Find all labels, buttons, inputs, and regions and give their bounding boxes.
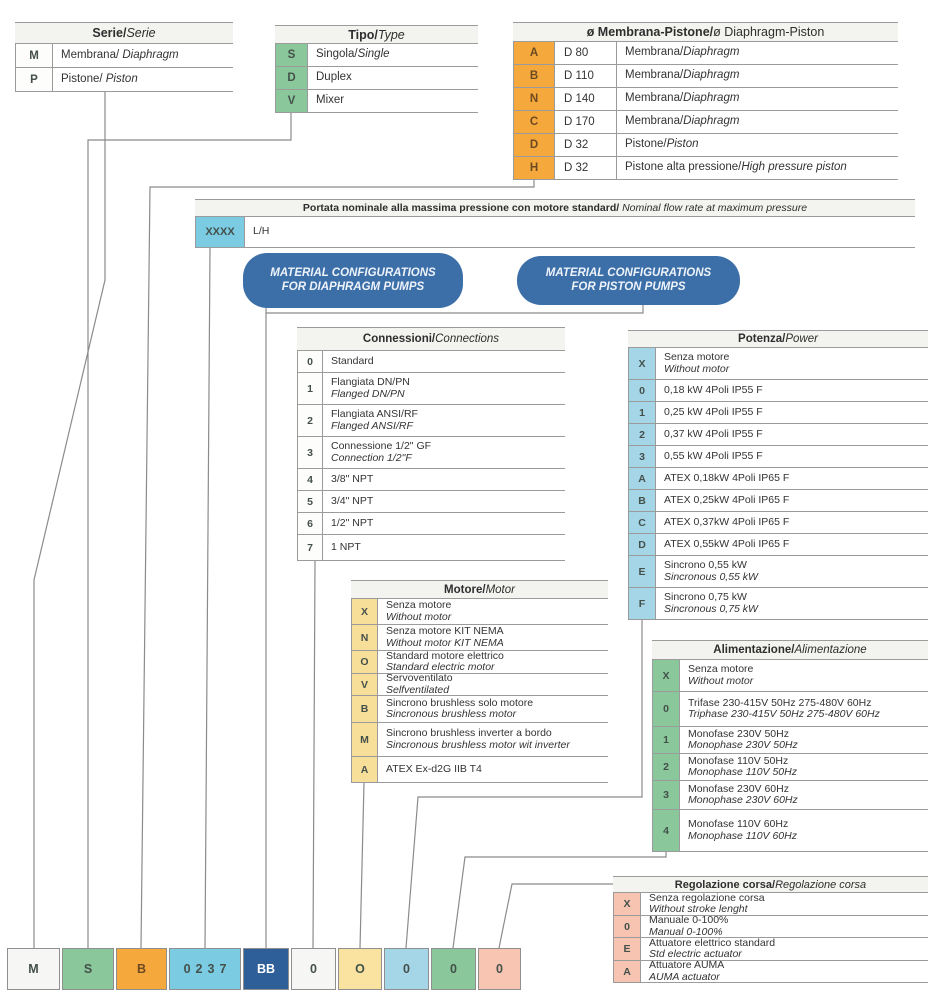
row-desc [617,88,898,110]
flow-code-cell: XXXX [195,217,245,247]
row-desc [53,68,233,91]
code-box-tipo: S [62,948,114,990]
desc-primary: Senza motore [386,599,452,611]
code-cell: C [628,512,656,533]
flow-rate-header [195,199,915,217]
code-cell: D [275,67,308,89]
table-row [628,402,928,424]
table-row [351,599,608,625]
desc-primary: Senza motore [664,351,730,363]
desc-primary: Standard motore elettrico [386,649,504,662]
code-cell: N [351,625,378,650]
flow-rate-table [195,199,915,248]
desc-primary: Monofase 110V 50Hz [688,754,789,767]
motor-table [351,580,608,783]
desc-primary: Senza motore KIT NEMA [386,625,504,637]
code-box-connections: 0 [291,948,336,990]
desc-primary: ATEX 0,18kW 4Poli IP65 F [664,471,790,484]
power-supply-header [652,640,928,660]
table-row [613,893,928,916]
code-cell: F [628,588,656,619]
desc-secondary: Monophase 110V 50Hz [688,766,797,778]
row-desc [656,424,928,445]
desc-secondary: Flanged ANSI/RF [331,419,413,432]
code-cell: A [351,757,378,782]
code-cell: 3 [628,446,656,467]
row-desc [308,44,478,66]
row-desc [656,468,928,489]
code-cell: D [513,134,555,156]
row-desc [656,534,928,555]
table-row [275,67,478,90]
desc-primary: Flangiata DN/PN [331,376,410,388]
code-cell: E [613,938,641,960]
desc-primary: Flangiata ANSI/RF [331,408,418,420]
row-desc [641,893,928,915]
desc-primary: Mixer [316,94,345,107]
row-desc [323,437,565,468]
table-row [628,490,928,512]
size-cell: D 170 [555,111,617,133]
table-row [628,468,928,490]
header-title-italic: Alimentazione [794,644,867,656]
desc-secondary: Piston [666,138,699,151]
desc-primary: Sincrono 0,55 kW [664,559,747,571]
diaphragm-piston-table [513,22,898,180]
tipo-table [275,25,478,113]
row-desc [617,157,898,179]
row-desc [323,405,565,436]
code-cell: B [351,696,378,722]
row-desc [308,67,478,89]
desc-primary: ATEX Ex-d2G IIB T4 [386,762,482,775]
code-cell: B [628,490,656,511]
code-cell: X [613,893,641,915]
header-title: Regolazione corsa/ [674,878,776,891]
header-title: Serie/ [92,26,127,40]
header-title-italic: Type [377,27,405,42]
desc-primary: Sincrono brushless solo motore [386,696,534,709]
row-desc [53,44,233,67]
code-cell: N [513,88,555,110]
row-desc [378,599,608,624]
stroke-adjustment-table [613,876,928,983]
table-row [297,373,565,405]
row-desc [656,490,928,511]
desc-primary: Membrana/ [625,115,684,128]
code-box-power: 0 [384,948,429,990]
code-cell: O [351,651,378,673]
desc-primary: Duplex [316,71,352,84]
desc-secondary: Without motor [386,610,452,623]
desc-secondary: Sincronous brushless motor [386,708,517,720]
table-row [351,674,608,696]
code-cell: E [628,556,656,587]
desc-primary: 1/2" NPT [331,516,374,529]
power-table [628,330,928,620]
desc-primary: 0,25 kW 4Poli IP55 F [664,405,763,418]
row-desc [617,65,898,87]
desc-secondary: Standard electric motor [386,661,495,673]
power-supply-table [652,640,928,852]
code-cell: X [652,660,680,691]
desc-primary: Monofase 230V 50Hz [688,727,789,740]
table-row [652,692,928,727]
row-desc [323,469,565,490]
motor-header [351,580,608,599]
desc-primary: Senza regolazione corsa [649,891,765,904]
table-row [652,727,928,754]
serie-table-header [15,22,233,44]
code-cell: M [351,723,378,756]
desc-primary: ATEX 0,25kW 4Poli IP65 F [664,493,790,506]
code-cell: 7 [297,535,323,560]
model-code-strip [7,948,521,990]
row-desc [323,373,565,404]
code-box-materials: BB [243,948,289,990]
table-row [613,961,928,983]
desc-secondary: High pressure piston [741,161,847,174]
desc-secondary: Sincronous brushless motor wit inverter [386,738,570,751]
desc-primary: 0,55 kW 4Poli IP55 F [664,449,763,462]
code-box-motor: O [338,948,382,990]
table-row [628,588,928,620]
code-cell: B [513,65,555,87]
desc-secondary: Connection 1/2"F [331,451,412,464]
table-row [351,625,608,651]
desc-secondary: Without stroke lenght [649,903,748,915]
desc-primary: Pistone/ [61,72,106,85]
desc-primary: Membrana/ [625,69,684,82]
table-row [351,696,608,723]
row-desc [680,810,928,851]
row-desc [323,535,565,560]
table-row [297,491,565,513]
code-cell: X [628,348,656,379]
size-cell: D 32 [555,134,617,156]
row-desc [656,348,928,379]
row-desc [378,723,608,756]
code-box-serie: M [7,948,60,990]
connections-header [297,327,565,351]
table-row [297,437,565,469]
row-desc [617,134,898,156]
code-cell: 1 [652,727,680,753]
tipo-table-header [275,25,478,44]
row-desc [323,491,565,512]
table-row [15,68,233,92]
header-title-italic: Power [785,333,818,345]
desc-secondary: Single [357,48,390,61]
code-cell: 1 [297,373,323,404]
code-cell: 5 [297,491,323,512]
code-cell: 0 [297,351,323,372]
desc-primary: 1 NPT [331,540,361,553]
desc-secondary: Monophase 110V 60Hz [688,829,797,842]
row-desc [656,588,928,619]
row-desc [680,754,928,780]
table-row [297,535,565,561]
header-title-italic: Connections [435,333,500,345]
header-title-secondary: ø Diaphragm-Piston [713,25,825,39]
code-cell: X [351,599,378,624]
power-header [628,330,928,348]
desc-primary: Servoventilato [386,672,453,684]
row-desc [680,660,928,691]
desc-secondary: Monophase 230V 50Hz [688,739,798,751]
material-config-diaphragm-box: MATERIAL CONFIGURATIONS FOR DIAPHRAGM PUMPS [243,253,463,308]
header-title-italic: Motor [485,583,515,596]
header-title: Portata nominale alla massima pressione con motore standard/ [302,202,623,214]
desc-primary: Singola/ [316,48,358,61]
row-desc [641,961,928,982]
table-row [297,469,565,491]
table-row [628,556,928,588]
code-cell: 4 [297,469,323,490]
code-cell: P [15,68,53,91]
code-box-flow-rate: 0237 [169,948,241,990]
table-row [652,781,928,810]
table-row [351,757,608,783]
desc-secondary: Piston [105,72,138,85]
row-desc [641,938,928,960]
header-title-italic: Regolazione corsa [775,878,867,891]
table-row [297,405,565,437]
code-cell: 0 [628,380,656,401]
desc-primary: 0,37 kW 4Poli IP55 F [664,427,763,440]
row-desc [378,757,608,782]
desc-secondary: Without motor KIT NEMA [386,636,504,649]
desc-secondary: Diaphragm [683,92,740,105]
desc-secondary: Selfventilated [386,683,450,696]
table-row [513,88,898,111]
desc-primary: Sincrono 0,75 kW [664,591,747,603]
table-row [275,44,478,67]
row-desc [378,674,608,695]
code-cell: D [628,534,656,555]
connector-motore [360,783,364,948]
row-desc [656,556,928,587]
connector-portata [205,248,210,948]
connector-serie [34,92,105,948]
row-desc [323,513,565,534]
table-row [628,534,928,556]
serie-table [15,22,233,92]
row-desc [656,512,928,533]
code-cell: M [15,44,53,67]
desc-primary: 3/4" NPT [331,494,374,507]
table-row [513,42,898,65]
desc-primary: Monofase 110V 60Hz [688,818,789,830]
diaphragm-piston-header [513,22,898,42]
code-cell: 3 [652,781,680,809]
row-desc [656,402,928,423]
table-row [652,660,928,692]
table-row [351,723,608,757]
desc-primary: Attuatore elettrico standard [649,936,776,949]
desc-secondary: Diaphragm [683,46,740,59]
desc-secondary: Without motor [664,362,730,375]
code-cell: 3 [297,437,323,468]
desc-primary: ATEX 0,55kW 4Poli IP65 F [664,537,790,550]
table-row [652,754,928,781]
header-title: Tipo/ [348,27,378,42]
row-desc [323,351,565,372]
desc-primary: Sincrono brushless inverter a bordo [386,727,552,739]
code-cell: 2 [297,405,323,436]
size-cell: D 32 [555,157,617,179]
code-cell: V [351,674,378,695]
flow-unit-cell [245,217,915,247]
desc-primary: ATEX 0,37kW 4Poli IP65 F [664,515,790,528]
code-cell: 2 [628,424,656,445]
table-row [275,90,478,113]
desc-secondary: Sincronous 0,75 kW [664,602,758,615]
table-row [652,810,928,852]
code-box-diaphragm: B [116,948,167,990]
desc-primary: 0,18 kW 4Poli IP55 F [664,383,763,396]
desc-secondary: Flanged DN/PN [331,387,405,400]
desc-secondary: Diaphragm [122,48,179,61]
table-row [195,217,915,248]
header-title-italic: Serie [126,26,156,40]
desc-secondary: Diaphragm [683,69,740,82]
table-row [613,938,928,961]
desc-primary: Attuatore AUMA [649,959,725,971]
connector-connessioni [313,561,315,948]
table-row [628,380,928,402]
header-title: Potenza/ [738,333,786,345]
row-desc [378,625,608,650]
code-cell: A [513,42,555,64]
desc-secondary: Sincronous 0,55 kW [664,570,758,583]
row-desc [378,696,608,722]
row-desc [308,90,478,112]
row-desc [680,692,928,726]
desc-secondary: Manual 0-100% [649,925,723,938]
desc-secondary: Diaphragm [683,115,740,128]
desc-primary: Manuale 0-100% [649,914,729,926]
desc-secondary: Monophase 230V 60Hz [688,794,798,806]
header-title-italic: Nominal flow rate at maximum pressure [622,202,808,214]
desc-primary: Membrana/ [625,92,684,105]
desc-primary: Trifase 230-415V 50Hz 275-480V 60Hz [688,696,872,709]
desc-primary: Pistone/ [625,138,667,151]
code-box-power-supply: 0 [431,948,476,990]
table-row [513,134,898,157]
size-cell: D 80 [555,42,617,64]
desc-primary: Standard [331,354,374,367]
code-cell: C [513,111,555,133]
desc-secondary: AUMA actuator [649,970,720,983]
row-desc [617,42,898,64]
size-cell: D 140 [555,88,617,110]
code-cell: V [275,90,308,112]
code-cell: A [628,468,656,489]
material-config-piston-box: MATERIAL CONFIGURATIONS FOR PISTON PUMPS [517,256,740,305]
desc-secondary: Without motor [688,674,754,687]
table-row [15,44,233,68]
table-row [628,446,928,468]
desc-primary: Senza motore [688,663,754,675]
table-row [513,111,898,134]
desc-primary: Pistone alta pressione/ [625,161,742,174]
code-cell: 0 [613,916,641,937]
desc-primary: Monofase 230V 60Hz [688,782,789,795]
code-cell: 2 [652,754,680,780]
table-row [613,916,928,938]
code-cell: 1 [628,402,656,423]
code-cell: S [275,44,308,66]
header-title: ø Membrana-Pistone/ [586,25,714,39]
row-desc [656,446,928,467]
code-cell: H [513,157,555,179]
header-title: Connessioni/ [362,333,436,345]
table-row [513,157,898,180]
row-desc [680,781,928,809]
table-row [628,512,928,534]
connector-regolazione [499,884,613,948]
row-desc [641,916,928,937]
code-cell: 6 [297,513,323,534]
code-cell: 4 [652,810,680,851]
row-desc [656,380,928,401]
table-row [628,348,928,380]
connections-table [297,327,565,561]
desc-primary: Connessione 1/2" GF [331,440,432,452]
code-cell: A [613,961,641,982]
table-row [297,351,565,373]
desc-secondary: Std electric actuator [649,948,742,960]
header-title: Alimentazione/ [713,644,795,656]
code-cell: 0 [652,692,680,726]
desc-primary: 3/8" NPT [331,472,374,485]
table-row [513,65,898,88]
unit-label: L/H [253,225,270,238]
table-row [297,513,565,535]
row-desc [378,651,608,673]
stroke-adjustment-header [613,876,928,893]
row-desc [680,727,928,753]
desc-secondary: Triphase 230-415V 50Hz 275-480V 60Hz [688,708,880,720]
size-cell: D 110 [555,65,617,87]
desc-primary: Membrana/ [625,46,684,59]
row-desc [617,111,898,133]
table-row [628,424,928,446]
desc-primary: Membrana/ [61,48,123,61]
header-title: Motore/ [444,583,486,596]
table-row [351,651,608,674]
code-box-stroke: 0 [478,948,521,990]
